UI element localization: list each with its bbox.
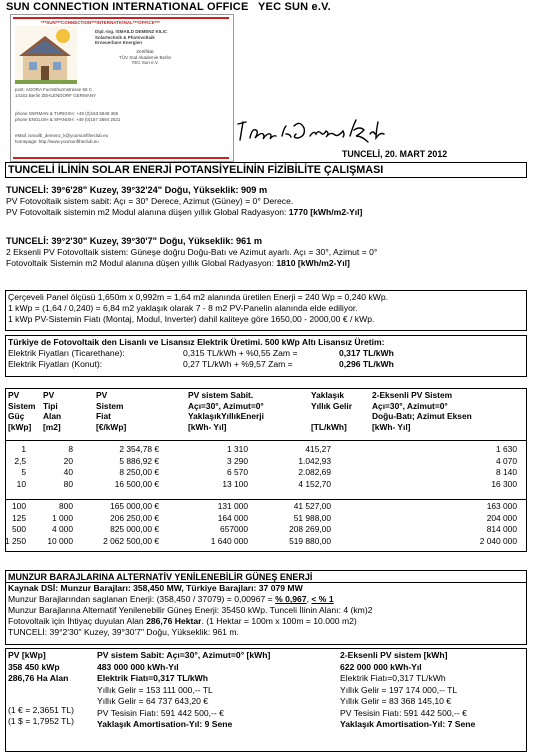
table-cell: 500 xyxy=(12,524,26,534)
table-header-cell: Tipi xyxy=(43,400,58,411)
table-cell: 2 040 000 xyxy=(479,535,517,546)
table-header-cell: [TL/kWh] xyxy=(311,421,347,432)
card-address-1: post: AGORA Fuchsthurmstrasse 58 C xyxy=(15,87,93,92)
table-cell: 125 xyxy=(12,512,26,523)
summary-col2-income-tl: Yıllık Gelir = 153 111 000,-- TL xyxy=(97,685,213,695)
table-cell: 8 xyxy=(68,444,73,454)
site2-radiation-label: Fotovoltaik Sistemin m2 Modul alanına düşen yıllık Global Radyasyon: xyxy=(6,258,277,268)
munzur-share-percent: % 0,967 xyxy=(275,594,307,604)
summary-col2-cost: PV Tesisin Fiatı: 591 442 500,-- € xyxy=(97,708,224,718)
munzur-source: Kaynak DSİ: Munzur Barajları: 358,450 MW, Türkiye Barajları: 37 079 MW xyxy=(8,583,303,593)
table-header-cell: Açı=30°, Azimut=0° xyxy=(188,400,264,411)
tariff-box xyxy=(5,335,527,377)
table-header-cell: [kWh- Yıl] xyxy=(188,421,227,432)
panel-info-box xyxy=(5,290,527,331)
table-cell: 204 000 xyxy=(486,512,517,523)
card-top-stripe xyxy=(13,17,229,19)
site2-radiation-value: 1810 [kWh/m2-Yıl] xyxy=(276,258,350,268)
summary-col2-payback: Yaklaşık Amortisation-Yıl: 9 Sene xyxy=(97,719,233,729)
munzur-title: MUNZUR BARAJLARINA ALTERNATİV YENİLENEBİLİR GÜNEŞ ENERJİ xyxy=(8,572,313,582)
table-header-cell: Fiat xyxy=(96,411,111,421)
munzur-body-box xyxy=(5,582,527,645)
table-cell: 1 xyxy=(21,444,26,454)
table-cell: 131 000 xyxy=(217,501,248,511)
tariff-residential-result: 0,296 TL/kWh xyxy=(339,359,394,369)
table-cell: 16 500,00 € xyxy=(114,478,159,489)
card-homepage[interactable]: homepage: http://www.yoursunftheclub.eu xyxy=(15,138,99,144)
table-header-cell: Alan xyxy=(43,411,62,421)
munzur-area-note: . (1 Hektar = 100m x 100m = 10.000 m2) xyxy=(201,616,357,626)
table-cell: 4 070 xyxy=(496,455,517,466)
summary-col3-income-eur: Yıllık Gelir = 83 368 145,10 € xyxy=(340,696,452,706)
card-cert-2: TÜV Süd Akademie Berlin xyxy=(119,54,172,60)
table-cell: 4 000 xyxy=(52,524,73,534)
card-address-2: 14163 Berlin ZEHLENDORF GERMANY xyxy=(15,92,97,98)
summary-col1-area: 286,76 Ha Alan xyxy=(8,673,69,683)
table-cell: 51 988,00 xyxy=(293,512,331,523)
card-person-name: Dipl.-Ing. ISMAILD DEMENZ KILIC xyxy=(95,29,168,34)
table-cell: 10 000 xyxy=(47,535,73,546)
table-cell: 1.042,93 xyxy=(298,455,331,466)
site1-radiation-label: PV Fotovoltaik sistemin m2 Modul alanına düşen yıllık Global Radyasyon: xyxy=(6,207,289,217)
site1-config: PV Fotovoltaik sistem sabit: Açı = 30° Derece, Azimut (Güney) = 0° Derece. xyxy=(6,196,294,206)
card-email[interactable]: eMail: ismailb_demenz_k@yoursunftheclub.eu xyxy=(15,133,109,138)
site2-radiation xyxy=(6,258,350,268)
table-cell: 208 269,00 xyxy=(289,524,331,534)
table-header-cell: [€/kWp] xyxy=(96,421,127,432)
table-cell: 6 570 xyxy=(227,467,248,477)
site1-title: TUNCELİ: 39°6'28" Kuzey, 39°32'24" Doğu, Yükseklik: 909 m xyxy=(6,185,268,195)
table-header-cell: Güç xyxy=(8,411,25,421)
table-header-cell: Doğu-Batı; Azimut Eksen xyxy=(372,411,472,421)
tariff-residential-label: Elektrik Fiyatları (Konut): xyxy=(8,359,103,369)
table-cell: 2 062 500,00 € xyxy=(103,535,159,546)
munzur-share-sep: , xyxy=(306,594,312,604)
summary-fx-dollar: (1 $ = 1,7952 TL) xyxy=(8,716,75,726)
table-cell: 13 100 xyxy=(222,478,248,489)
table-cell: 163 000 xyxy=(486,501,517,511)
site2-title: TUNCELİ: 39°2'30" Kuzey, 39°30'7" Doğu, Yükseklik: 961 m xyxy=(6,236,263,246)
table-cell: 825 000,00 € xyxy=(110,524,159,534)
card-cert-3: YEC Sun e.V. xyxy=(131,60,159,65)
munzur-location: TUNCELİ: 39°2'30" Kuzey, 39°30'7" Doğu, Yükseklik: 961 m. xyxy=(8,627,239,637)
pv-table-group-divider xyxy=(6,499,526,500)
table-cell: 415,27 xyxy=(305,444,331,454)
signature-icon xyxy=(232,112,432,148)
table-header-cell: [kWp] xyxy=(8,421,32,432)
summary-col2-energy: 483 000 000 kWh-Yıl xyxy=(97,662,179,672)
table-cell: 165 000,00 € xyxy=(110,501,159,511)
document-title-box xyxy=(5,162,527,178)
panel-line-1: Çerçeveli Panel ölçüsü 1,650m x 0,992m = 1,64 m2 alanında üretilen Enerji = 240 Wp = 0,240 kWp. xyxy=(8,292,389,302)
panel-line-3: 1 kWp PV-Sistemin Fiatı (Montaj, Modul, Inverter) dahil kaliteye göre 1650,00 - 2000,00 € / kWp. xyxy=(8,314,375,324)
office-title: SUN CONNECTION INTERNATIONAL OFFICE xyxy=(6,1,249,13)
table-cell: 1 250 xyxy=(5,535,26,546)
card-cert-1: Zertifikat xyxy=(136,49,154,54)
tariff-title: Türkiye de Fotovoltaik den Lisanlı ve Lisansız Elektrik Üretimi. 500 kWp Altı Lisansız Üretim: xyxy=(8,337,385,347)
table-header-cell: Açı=30°, Azimut=0° xyxy=(372,400,448,411)
table-cell: 2 354,78 € xyxy=(119,444,159,454)
summary-col3-payback: Yaklaşık Amortisation-Yıl: 7 Sene xyxy=(340,719,476,729)
table-cell: 80 xyxy=(63,478,73,489)
table-header-cell: PV sistem Sabit. xyxy=(188,390,254,400)
table-cell: 206 250,00 € xyxy=(110,512,159,523)
summary-col2-income-eur: Yıllık Gelir = 64 737 643,20 € xyxy=(97,696,209,706)
table-header-cell: Sistem xyxy=(8,400,36,411)
summary-col2-price: Elektrik Fiatı=0,317 TL/kWh xyxy=(97,673,209,683)
table-cell: 800 xyxy=(59,501,73,511)
table-header-cell: YaklaşıkYıllıkEnerji xyxy=(188,411,264,421)
munzur-area-label: Fotovoltaik için İhtiyaç duyulan Alan xyxy=(8,616,147,626)
card-profession-2: Erneuerbare Energien xyxy=(95,40,143,45)
munzur-share-limit: < % 1 xyxy=(311,594,334,604)
table-cell: 814 000 xyxy=(486,524,517,534)
munzur-share xyxy=(8,594,334,604)
table-cell: 100 xyxy=(12,501,26,511)
site1-radiation xyxy=(6,207,362,217)
table-cell: 1 000 xyxy=(52,512,73,523)
table-header-cell: PV xyxy=(96,390,108,400)
table-cell: 519 880,00 xyxy=(289,535,331,546)
solar-house-logo-icon xyxy=(15,26,77,84)
tariff-commercial-label: Elektrik Fiyatları (Ticarethane): xyxy=(8,348,125,358)
table-cell: 41 527,00 xyxy=(293,501,331,511)
summary-col3-price: Elektrik Fiatı=0,317 TL/kWh xyxy=(340,673,446,683)
document-date: TUNCELİ, 20. MART 2012 xyxy=(342,149,448,159)
summary-col3-income-tl: Yıllık Gelir = 197 174 000,-- TL xyxy=(340,685,458,695)
business-card xyxy=(10,14,234,162)
panel-line-2: 1 kWp = (1,64 / 0,240) = 6,84 m2 yaklaşık olarak 7 - 8 m2 PV-Panelin alanında elde ediliyor. xyxy=(8,303,358,313)
tariff-commercial-result: 0,317 TL/kWh xyxy=(339,348,394,358)
summary-col2-header: PV sistem Sabit: Açı=30°, Azimut=0° [kWh] xyxy=(97,650,271,660)
summary-col1-kwp: 358 450 kWp xyxy=(8,662,60,672)
table-cell: 2,5 xyxy=(14,455,26,466)
table-cell: 20 xyxy=(63,455,73,466)
table-header-cell: PV xyxy=(8,390,20,400)
table-cell: 16 300 xyxy=(491,478,517,489)
table-cell: 4 152,70 xyxy=(298,478,331,489)
pv-table-header-divider xyxy=(6,440,526,441)
tariff-residential-formula: 0,27 TL/kWh + %9,57 Zam = xyxy=(183,359,293,369)
table-header-cell: Yaklaşık xyxy=(311,390,345,400)
table-cell: 8 140 xyxy=(496,467,517,477)
site1-radiation-value: 1770 [kWh/m2-Yıl] xyxy=(288,207,363,217)
summary-col3-header: 2-Eksenli PV sistem [kWh] xyxy=(340,650,448,660)
table-cell: 164 000 xyxy=(217,512,248,523)
card-banner: ***SUN***CONNECTION***INTERNATIONAL***OFFICE*** xyxy=(41,20,160,25)
table-cell: 40 xyxy=(63,467,73,477)
table-cell: 1 640 000 xyxy=(210,535,248,546)
pv-table xyxy=(5,388,527,552)
munzur-area-value: 286,76 Hektar xyxy=(146,616,202,626)
site2-config: 2 Eksenli PV Fotovoltaik sistem: Güneşe doğru Doğu-Batı ve Azimut ayarlı. Açı = 30°, Azimut = 0° xyxy=(6,247,378,257)
table-header-cell: Sistem xyxy=(96,400,124,411)
association-title: YEC SUN e.V. xyxy=(258,1,331,13)
summary-col1-header: PV [kWp] xyxy=(8,650,46,660)
card-bottom-stripe xyxy=(13,157,229,159)
summary-box xyxy=(5,648,527,752)
table-cell: 5 xyxy=(21,467,26,477)
card-profession-1: Solartechnik & Photovoltaik xyxy=(95,34,155,40)
table-cell: 8 250,00 € xyxy=(119,467,159,477)
munzur-share-label: Munzur Barajlarından saglanan Enerji: (358,450 / 37079) = 0,00967 = xyxy=(8,594,276,604)
summary-fx-euro: (1 € = 2,3651 TL) xyxy=(8,705,75,715)
document-title: TUNCELİ İLİNİN SOLAR ENERJİ POTANSİYELİNİN FİZİBİLİTE ÇALIŞMASI xyxy=(8,164,384,176)
card-phone-1: phone GERMAN & TURKISH: +49 (0)163 5848 365 xyxy=(15,111,119,116)
table-header-cell: [m2] xyxy=(43,421,61,432)
table-cell: 5 886,92 € xyxy=(119,455,159,466)
table-header-cell: Yıllık Gelir xyxy=(311,400,352,411)
munzur-area xyxy=(8,616,357,626)
card-phone-2: phone ENGLISH & SPANISH: +49 (0)157 3894 2531 xyxy=(15,116,121,122)
tariff-commercial-formula: 0,315 TL/kWh + %0,55 Zam = xyxy=(183,348,298,358)
table-header-cell: 2-Eksenli PV Sistem xyxy=(372,390,453,400)
table-header-cell: PV xyxy=(43,390,55,400)
table-cell: 657000 xyxy=(220,524,248,534)
table-cell: 1 310 xyxy=(227,444,248,454)
table-cell: 2.082,69 xyxy=(298,467,331,477)
table-cell: 10 xyxy=(16,478,26,489)
table-cell: 3 290 xyxy=(227,455,248,466)
table-cell: 1 630 xyxy=(496,444,517,454)
munzur-alternative: Munzur Barajlarına Alternatif Yenilenebilir Güneş Enerji: 35450 kWp. Tunceli İlinin Alanı: 4 (km)2 xyxy=(8,605,373,615)
summary-col3-cost: PV Tesisin Fiatı: 591 442 500,-- € xyxy=(340,708,467,718)
table-header-cell: [kWh- Yıl] xyxy=(372,421,411,432)
summary-col3-energy: 622 000 000 kWh-Yıl xyxy=(340,662,422,672)
